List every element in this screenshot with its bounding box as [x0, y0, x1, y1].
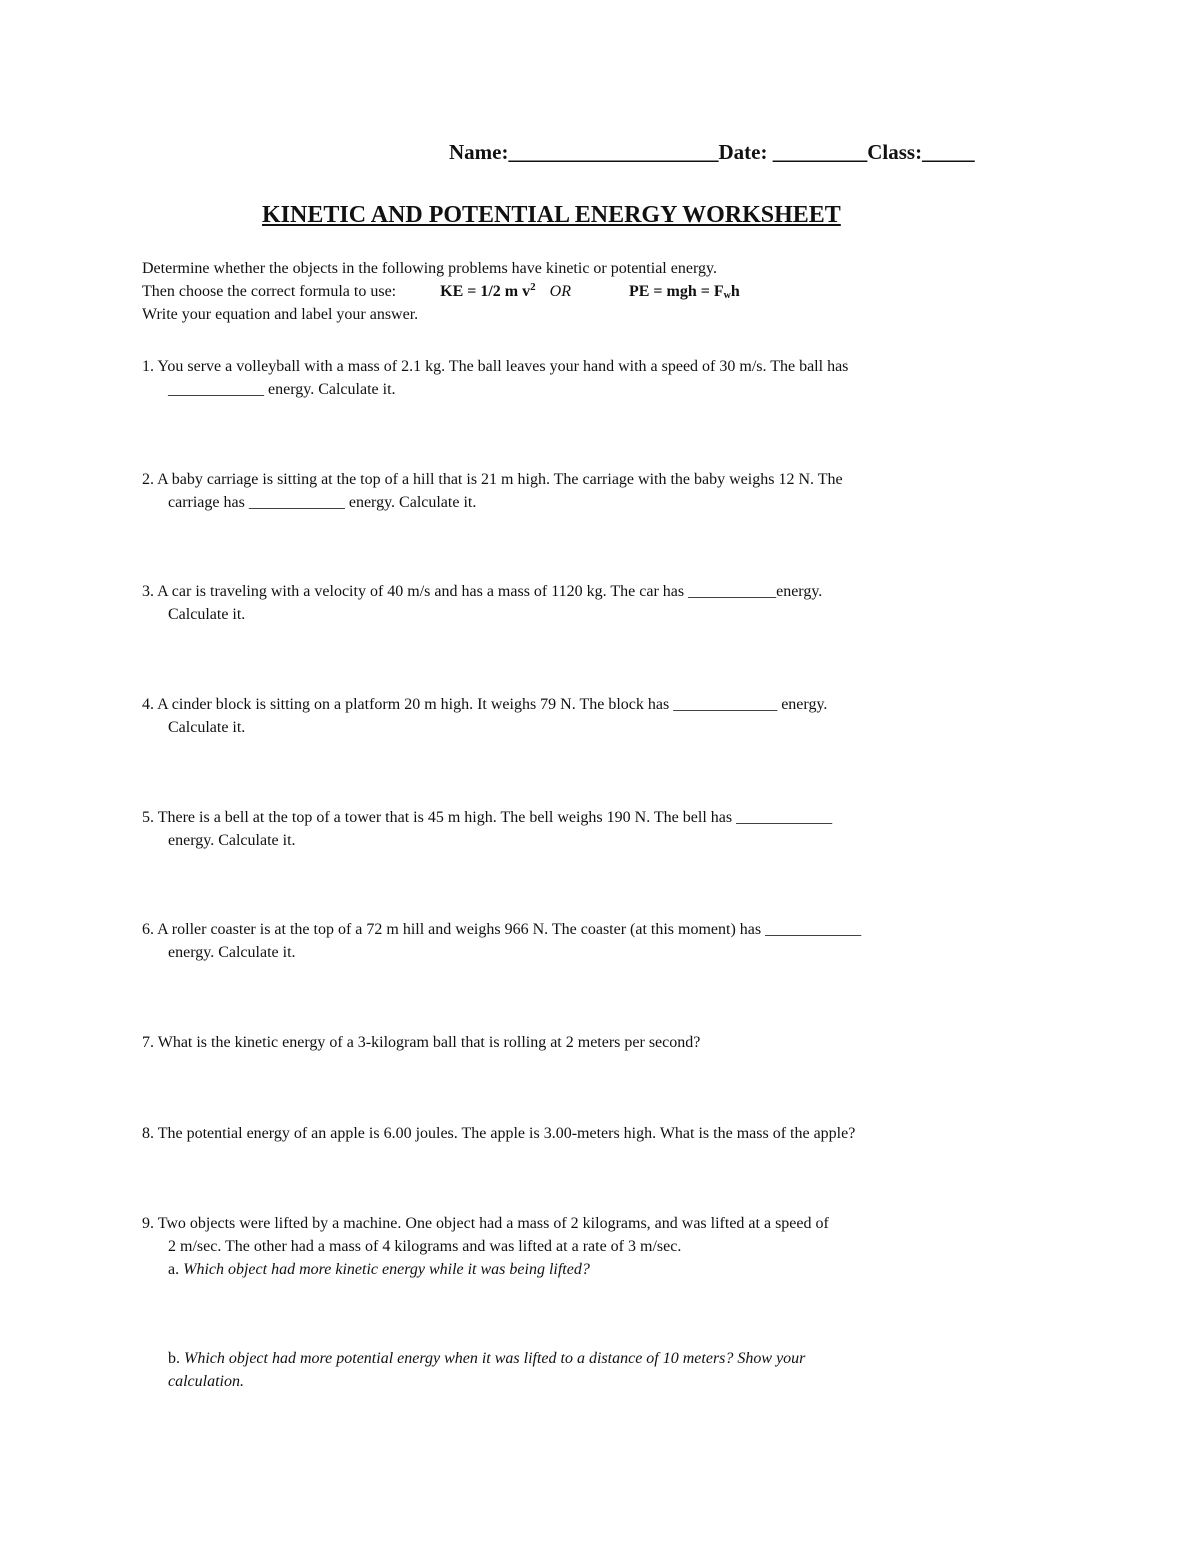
class-blank: _____ [922, 140, 975, 164]
name-label: Name: [449, 140, 509, 164]
ke-formula-text: KE = 1/2 m v [440, 283, 531, 300]
question-9b [142, 1347, 805, 1393]
question-9b-label: b. [168, 1350, 184, 1367]
pe-formula-suffix: h [730, 283, 740, 300]
date-label: Date: [718, 140, 773, 164]
instruction-line-3: Write your equation and label your answer. [142, 306, 419, 323]
pe-subscript: w [723, 290, 731, 301]
pe-formula [629, 283, 740, 300]
question-6 [142, 918, 861, 964]
student-info-header [449, 140, 975, 165]
question-9-line-1: 9. Two objects were lifted by a machine. One object had a mass of 2 kilograms, and was lifted at a speed of [142, 1215, 829, 1232]
or-text: OR [549, 283, 571, 300]
worksheet-title: KINETIC AND POTENTIAL ENERGY WORKSHEET [262, 202, 841, 228]
question-9b-text: Which object had more potential energy when it was lifted to a distance of 10 meters? Show your [184, 1350, 806, 1367]
question-9-line-2: 2 m/sec. The other had a mass of 4 kilograms and was lifted at a rate of 3 m/sec. [168, 1238, 682, 1255]
question-4-line-2: Calculate it. [168, 719, 246, 736]
question-6-line-1: 6. A roller coaster is at the top of a 72 m hill and weighs 966 N. The coaster (at this moment) has ____________ [142, 921, 862, 938]
question-9 [142, 1212, 829, 1281]
question-1-line-2: ____________ energy. Calculate it. [168, 381, 396, 398]
question-3-line-1: 3. A car is traveling with a velocity of 40 m/s and has a mass of 1120 kg. The car has ___________energy. [142, 583, 823, 600]
question-2-line-1: 2. A baby carriage is sitting at the top of a hill that is 21 m high. The carriage with the baby weighs 12 N. The [142, 471, 843, 488]
ke-formula [440, 283, 536, 300]
instruction-line-2 [142, 283, 740, 301]
question-9b-line-2: calculation. [168, 1373, 244, 1390]
question-8-line-1: 8. The potential energy of an apple is 6.00 joules. The apple is 3.00-meters high. What is the mass of the apple? [142, 1125, 856, 1142]
instruction-line-1: Determine whether the objects in the following problems have kinetic or potential energy. [142, 260, 717, 277]
name-blank: ____________________ [508, 140, 719, 164]
question-4-line-1: 4. A cinder block is sitting on a platform 20 m high. It weighs 79 N. The block has _____________ energy. [142, 696, 828, 713]
question-2-line-2: carriage has ____________ energy. Calculate it. [168, 494, 477, 511]
question-5-line-2: energy. Calculate it. [168, 832, 296, 849]
pe-formula-text: PE = mgh = F [628, 283, 724, 300]
question-8 [142, 1122, 855, 1145]
question-9a [142, 1258, 829, 1281]
class-label: Class: [867, 140, 923, 164]
date-blank: _________ [772, 140, 868, 164]
question-7 [142, 1031, 700, 1054]
question-5 [142, 806, 832, 852]
ke-exponent: 2 [530, 281, 536, 293]
question-3-line-2: Calculate it. [168, 606, 246, 623]
question-6-line-2: energy. Calculate it. [168, 944, 296, 961]
question-3 [142, 580, 822, 626]
question-9b-line-1 [142, 1347, 805, 1370]
question-1-line-1: 1. You serve a volleyball with a mass of 2.1 kg. The ball leaves your hand with a speed of 30 m/s. The ball has [142, 358, 849, 375]
question-7-line-1: 7. What is the kinetic energy of a 3-kilogram ball that is rolling at 2 meters per second? [142, 1034, 701, 1051]
question-4 [142, 693, 827, 739]
instruction-formula-prefix: Then choose the correct formula to use: [142, 283, 397, 300]
question-1 [142, 355, 848, 401]
question-2 [142, 468, 843, 514]
question-5-line-1: 5. There is a bell at the top of a tower that is 45 m high. The bell weighs 190 N. The bell has ____________ [142, 809, 833, 826]
question-9a-text: Which object had more kinetic energy while it was being lifted? [183, 1261, 590, 1278]
question-9a-label: a. [168, 1261, 184, 1278]
